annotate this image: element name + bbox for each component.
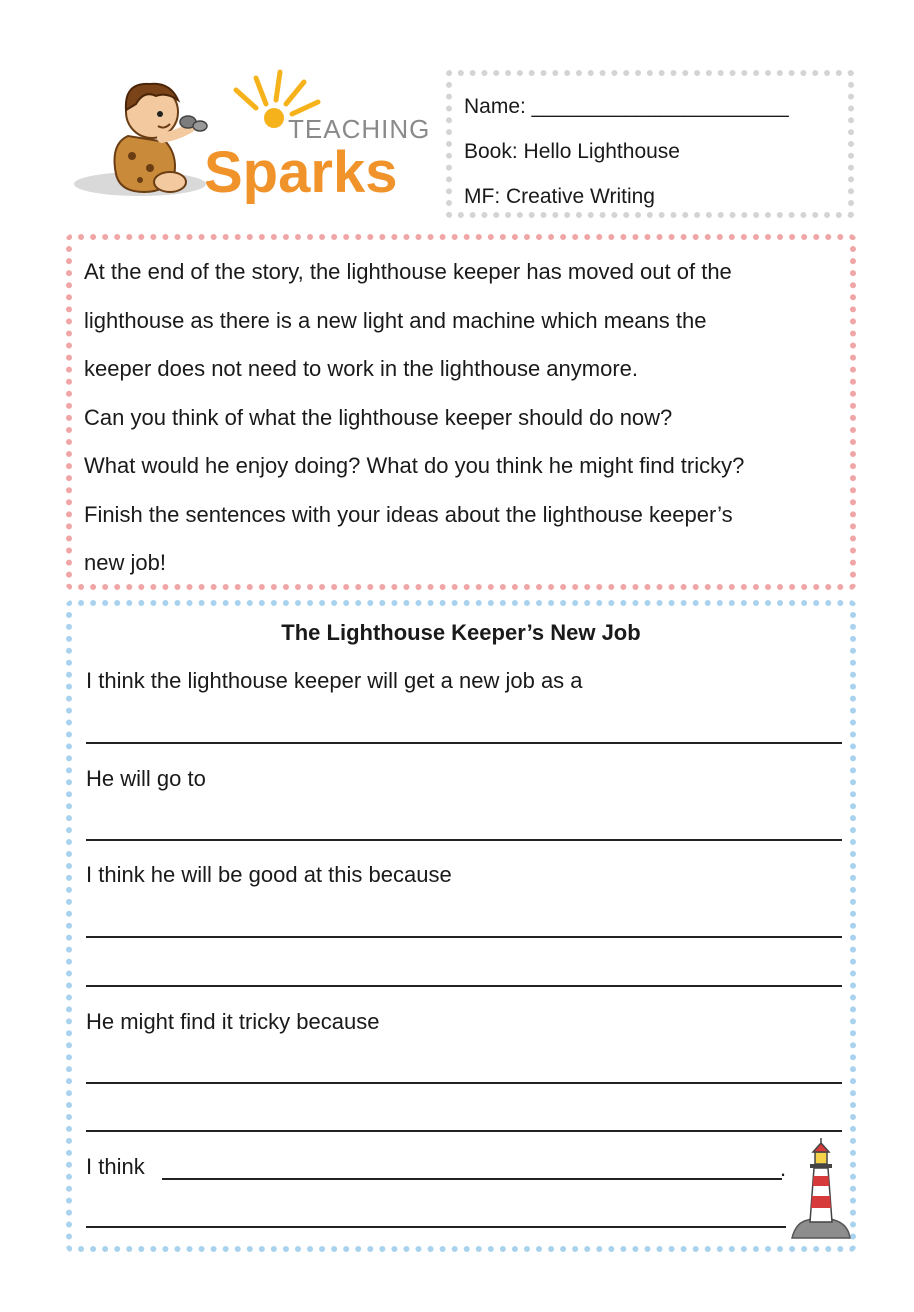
prompt-new-job: I think the lighthouse keeper will get a new job as a xyxy=(86,668,583,693)
mf-label: MF: Creative Writing xyxy=(464,185,655,208)
answer-line-go-to[interactable] xyxy=(86,839,842,841)
student-info-box xyxy=(446,70,854,218)
writing-task-box xyxy=(66,600,856,1252)
book-label: Book: Hello Lighthouse xyxy=(464,140,680,163)
answer-line-new-job[interactable] xyxy=(86,742,842,744)
lighthouse-icon xyxy=(790,1138,852,1242)
brand-top-text: TEACHING xyxy=(288,114,431,144)
answer-line-i-think-inline[interactable] xyxy=(162,1178,782,1180)
prompt-good-at: I think he will be good at this because xyxy=(86,862,452,887)
answer-line-good-at-1[interactable] xyxy=(86,936,842,938)
prompt-tricky: He might find it tricky because xyxy=(86,1009,380,1034)
instruction-line: Can you think of what the lighthouse keeper should do now? xyxy=(84,404,673,430)
answer-line-i-think-2[interactable] xyxy=(86,1226,786,1228)
instructions-box xyxy=(66,234,856,590)
instruction-line: What would he enjoy doing? What do you think he might find tricky? xyxy=(84,453,745,478)
answer-line-tricky-2[interactable] xyxy=(86,1130,842,1132)
brand-main-text: Sparks xyxy=(204,140,398,205)
answer-line-good-at-2[interactable] xyxy=(86,985,842,987)
instruction-line: keeper does not need to work in the lighthouse anymore. xyxy=(84,356,639,381)
instruction-line: Finish the sentences with your ideas about the lighthouse keeper’s xyxy=(84,501,733,527)
answer-line-tricky-1[interactable] xyxy=(86,1082,842,1084)
instruction-line: At the end of the story, the lighthouse keeper has moved out of the xyxy=(84,259,732,284)
name-field[interactable]: Name: ______________________ xyxy=(464,95,789,118)
teaching-sparks-logo xyxy=(70,64,440,214)
prompt-i-think: I think xyxy=(86,1154,145,1179)
instruction-line: lighthouse as there is a new light and machine which means the xyxy=(84,307,707,333)
prompt-go-to: He will go to xyxy=(86,766,206,791)
task-title: The Lighthouse Keeper’s New Job xyxy=(281,620,641,645)
instruction-line: new job! xyxy=(84,550,166,575)
sentence-period: . xyxy=(780,1156,787,1181)
